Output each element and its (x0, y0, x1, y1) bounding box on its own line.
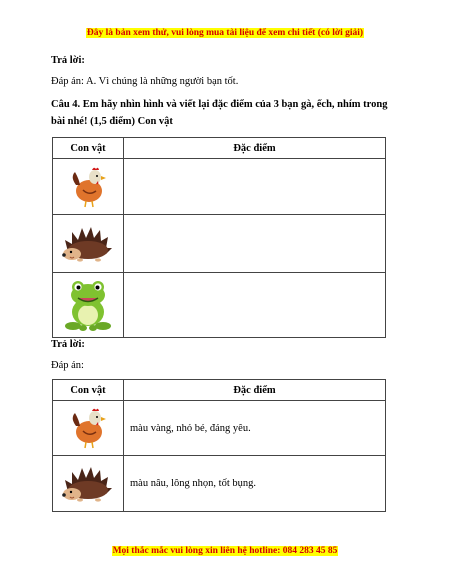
chicken-image (53, 159, 124, 215)
hotline-banner: Mọi thắc mắc vui lòng xin liên hệ hotline: 084 283 45 85 (112, 546, 338, 556)
question-table (52, 137, 386, 338)
hedgehog-image (53, 456, 124, 512)
answer-label: Trả lời: (51, 55, 85, 66)
column-header-trait: Đặc điểm (124, 380, 386, 401)
column-header-trait: Đặc điểm (124, 138, 386, 159)
trait-cell[interactable] (124, 215, 386, 273)
trait-cell[interactable] (124, 273, 386, 338)
trait-cell: màu nâu, lông nhọn, tốt bụng. (124, 456, 386, 512)
chicken-image (53, 401, 124, 456)
frog-image (53, 273, 124, 338)
trait-cell[interactable] (124, 159, 386, 215)
table-row (53, 401, 386, 456)
table-row (53, 215, 386, 273)
answer-prefix: Đáp án: (51, 360, 84, 371)
column-header-animal: Con vật (53, 380, 124, 401)
column-header-animal: Con vật (53, 138, 124, 159)
table-row (53, 273, 386, 338)
question-4: Câu 4. Em hãy nhìn hình và viết lại đặc điểm của 3 bạn gà, ếch, nhím trong bài nhé! (1,5 điểm) Con vật (51, 99, 388, 127)
hedgehog-image (53, 215, 124, 273)
answer-table (52, 379, 386, 512)
table-row (53, 159, 386, 215)
preview-banner: Đây là bản xem thử, vui lòng mua tài liệu để xem chi tiết (có lời giải) (86, 28, 364, 38)
table-row (53, 456, 386, 512)
answer-text: Đáp án: A. Vì chúng là những người bạn tốt. (51, 76, 239, 87)
answer-label-2: Trả lời: (51, 339, 85, 350)
trait-cell: màu vàng, nhỏ bé, đáng yêu. (124, 401, 386, 456)
